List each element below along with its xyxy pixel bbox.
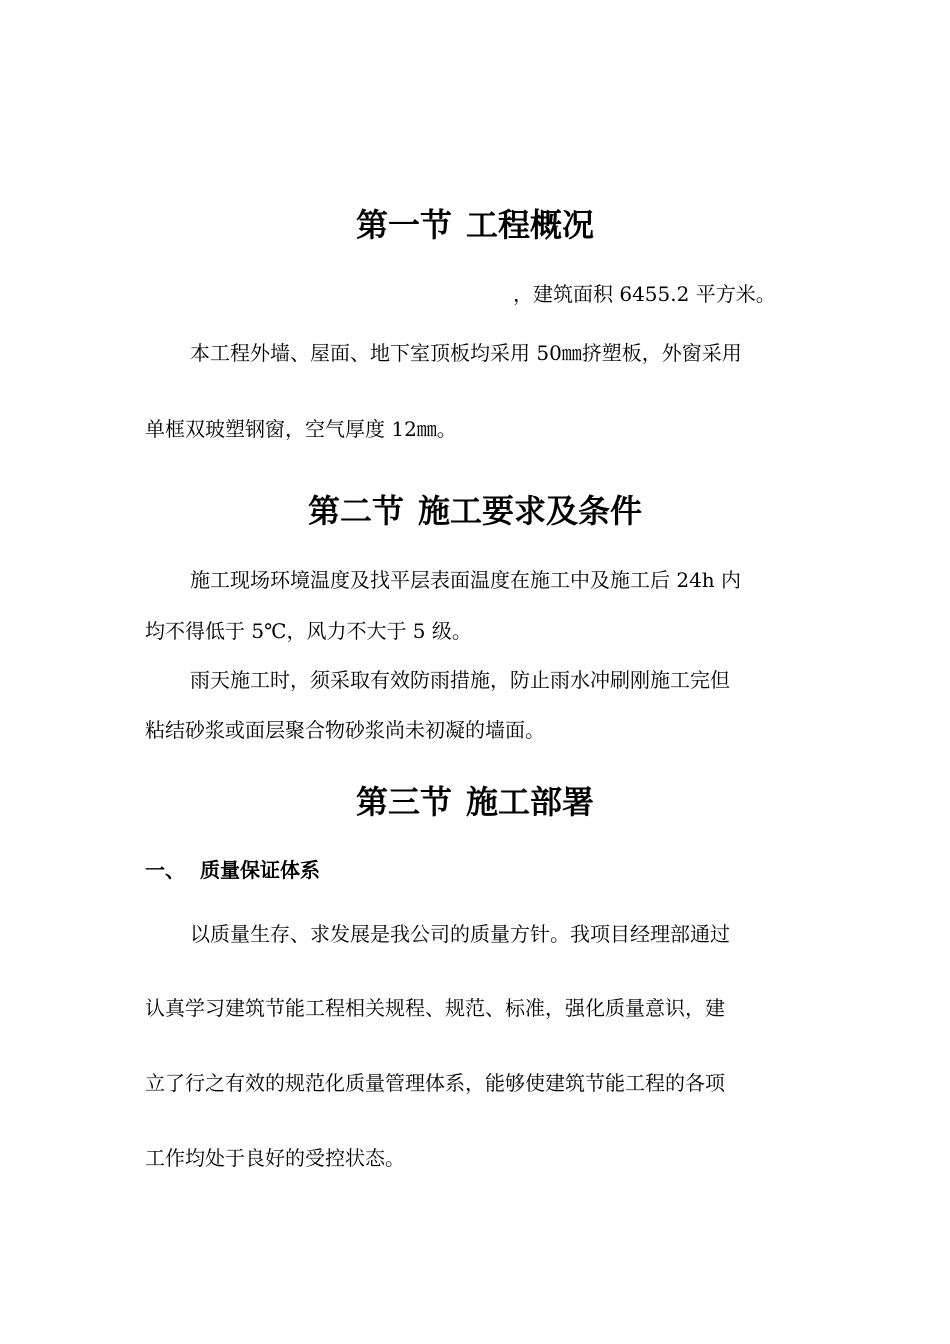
- section-title: 工程概况: [466, 206, 595, 244]
- paragraph-line: ，建筑面积 6455.2 平方米。: [513, 282, 776, 306]
- section-heading-2: [145, 489, 805, 533]
- paragraph-line: 单框双玻塑钢窗，空气厚度 12㎜。: [145, 417, 457, 441]
- paragraph-line: 雨天施工时，须采取有效防雨措施，防止雨水冲刷刚施工完但: [190, 668, 730, 692]
- paragraph-line: 本工程外墙、屋面、地下室顶板均采用 50㎜挤塑板，外窗采用: [190, 341, 742, 365]
- section-number: 第二节: [307, 492, 404, 530]
- paragraph-line: 施工现场环境温度及找平层表面温度在施工中及施工后 24h 内: [190, 568, 742, 592]
- subsection-number: 一、: [145, 858, 185, 882]
- paragraph-line: 粘结砂浆或面层聚合物砂浆尚未初凝的墙面。: [145, 718, 545, 742]
- paragraph-line: 均不得低于 5℃，风力不大于 5 级。: [145, 619, 472, 643]
- section-heading-3: [145, 780, 805, 824]
- paragraph-line: 立了行之有效的规范化质量管理体系，能够使建筑节能工程的各项: [145, 1071, 725, 1095]
- section-heading-1: [145, 203, 805, 247]
- paragraph-line: 工作均处于良好的受控状态。: [145, 1146, 405, 1170]
- section-number: 第一节: [355, 206, 452, 244]
- section-title: 施工部署: [466, 783, 595, 821]
- paragraph-line: 认真学习建筑节能工程相关规程、规范、标准，强化质量意识，建: [145, 996, 725, 1020]
- paragraph-line: 以质量生存、求发展是我公司的质量方针。我项目经理部通过: [190, 922, 730, 946]
- subsection-heading: [145, 856, 320, 884]
- subsection-title: 质量保证体系: [200, 858, 320, 882]
- section-title: 施工要求及条件: [418, 492, 643, 530]
- section-number: 第三节: [355, 783, 452, 821]
